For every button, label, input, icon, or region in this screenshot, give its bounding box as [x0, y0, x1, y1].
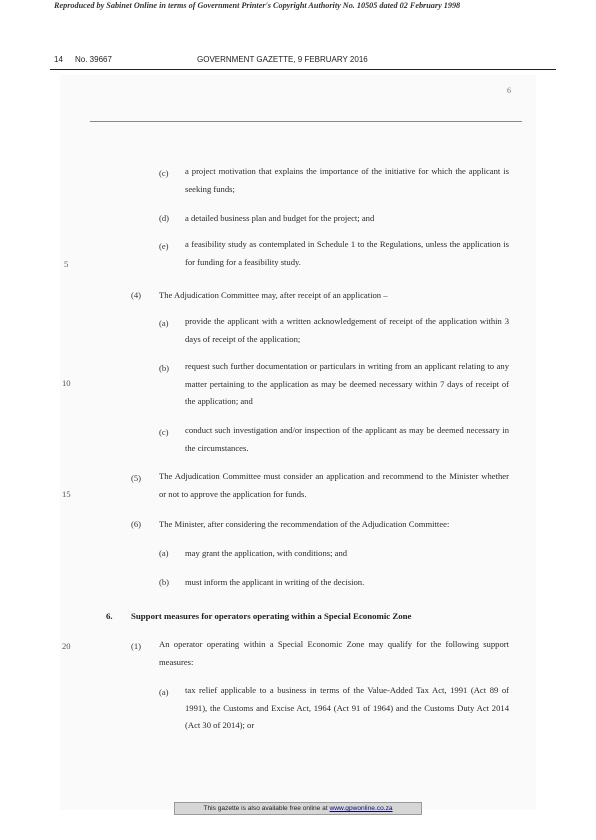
item-1a-text: tax relief applicable to a business in terms of the Value-Added Tax Act, 1991 (Act 89 of 1991), the Customs and Excise Act, 1964 (Act 91 of 1964) and the Customs Duty Act 2014 (Act 30 of 2014); or	[185, 685, 509, 730]
item-6b-label: (b)	[159, 577, 170, 587]
line-number-20: 20	[62, 641, 71, 651]
subsection-1-text: An operator operating within a Special Economic Zone may qualify for the following support measures:	[159, 639, 509, 667]
subsection-4-text: The Adjudication Committee may, after receipt of an application –	[159, 290, 388, 300]
item-6b-text: must inform the applicant in writing of the decision.	[185, 577, 365, 587]
item-6a-text: may grant the application, with conditions; and	[185, 548, 348, 558]
subsection-5-text: The Adjudication Committee must consider an application and recommend to the Minister whether or not to approve the application for funds.	[159, 471, 509, 499]
item-4b-label: (b)	[159, 363, 170, 373]
item-d-label: (d)	[159, 213, 170, 223]
line-number-10: 10	[62, 378, 71, 388]
subsection-1-label: (1)	[131, 641, 142, 651]
item-e-label: (e)	[159, 241, 169, 251]
item-4a-label: (a)	[159, 318, 169, 328]
item-4c-text: conduct such investigation and/or inspection of the applicant as may be deemed necessary in the circumstances.	[185, 425, 509, 453]
footer-banner	[174, 802, 422, 815]
section-6-number: 6.	[106, 611, 113, 621]
line-number-5: 5	[64, 259, 69, 269]
item-d-text: a detailed business plan and budget for the project; and	[185, 213, 375, 223]
item-c-label: (c)	[159, 168, 169, 178]
scan-rule	[90, 121, 522, 122]
page-mark: 6	[507, 86, 511, 95]
line-number-15: 15	[62, 489, 71, 499]
item-1a-label: (a)	[159, 687, 169, 697]
item-4a-text: provide the applicant with a written acknowledgement of receipt of the application within 3 days of receipt of the application;	[185, 316, 509, 344]
item-4b-text: request such further documentation or particulars in writing from an applicant relating to any matter pertaining to the application as may be deemed necessary within 7 days of receipt of the application; and	[185, 361, 509, 406]
reproduction-note: Reproduced by Sabinet Online in terms of Government Printer's Copyright Authority No. 10505 dated 02 February 1998	[54, 1, 461, 10]
subsection-5-label: (5)	[131, 473, 142, 483]
subsection-4-label: (4)	[131, 290, 142, 300]
item-4c-label: (c)	[159, 427, 169, 437]
item-c-text: a project motivation that explains the importance of the initiative for which the applicant is seeking funds;	[185, 166, 509, 194]
header-page-number: 14	[54, 55, 63, 64]
subsection-6-label: (6)	[131, 519, 142, 529]
item-6a-label: (a)	[159, 548, 169, 558]
footer-link[interactable]: www.gpwonline.co.za	[329, 805, 393, 812]
section-6-title: Support measures for operators operating within a Special Economic Zone	[131, 611, 412, 621]
subsection-6-text: The Minister, after considering the recommendation of the Adjudication Committee:	[159, 519, 450, 529]
header-rule	[50, 69, 556, 70]
item-e-text: a feasibility study as contemplated in Schedule 1 to the Regulations, unless the application is for funding for a feasibility study.	[185, 239, 509, 267]
header-title: GOVERNMENT GAZETTE, 9 FEBRUARY 2016	[197, 55, 368, 64]
header-gazette-number: No. 39667	[75, 55, 112, 64]
footer-text: This gazette is also available free online at	[203, 805, 328, 812]
